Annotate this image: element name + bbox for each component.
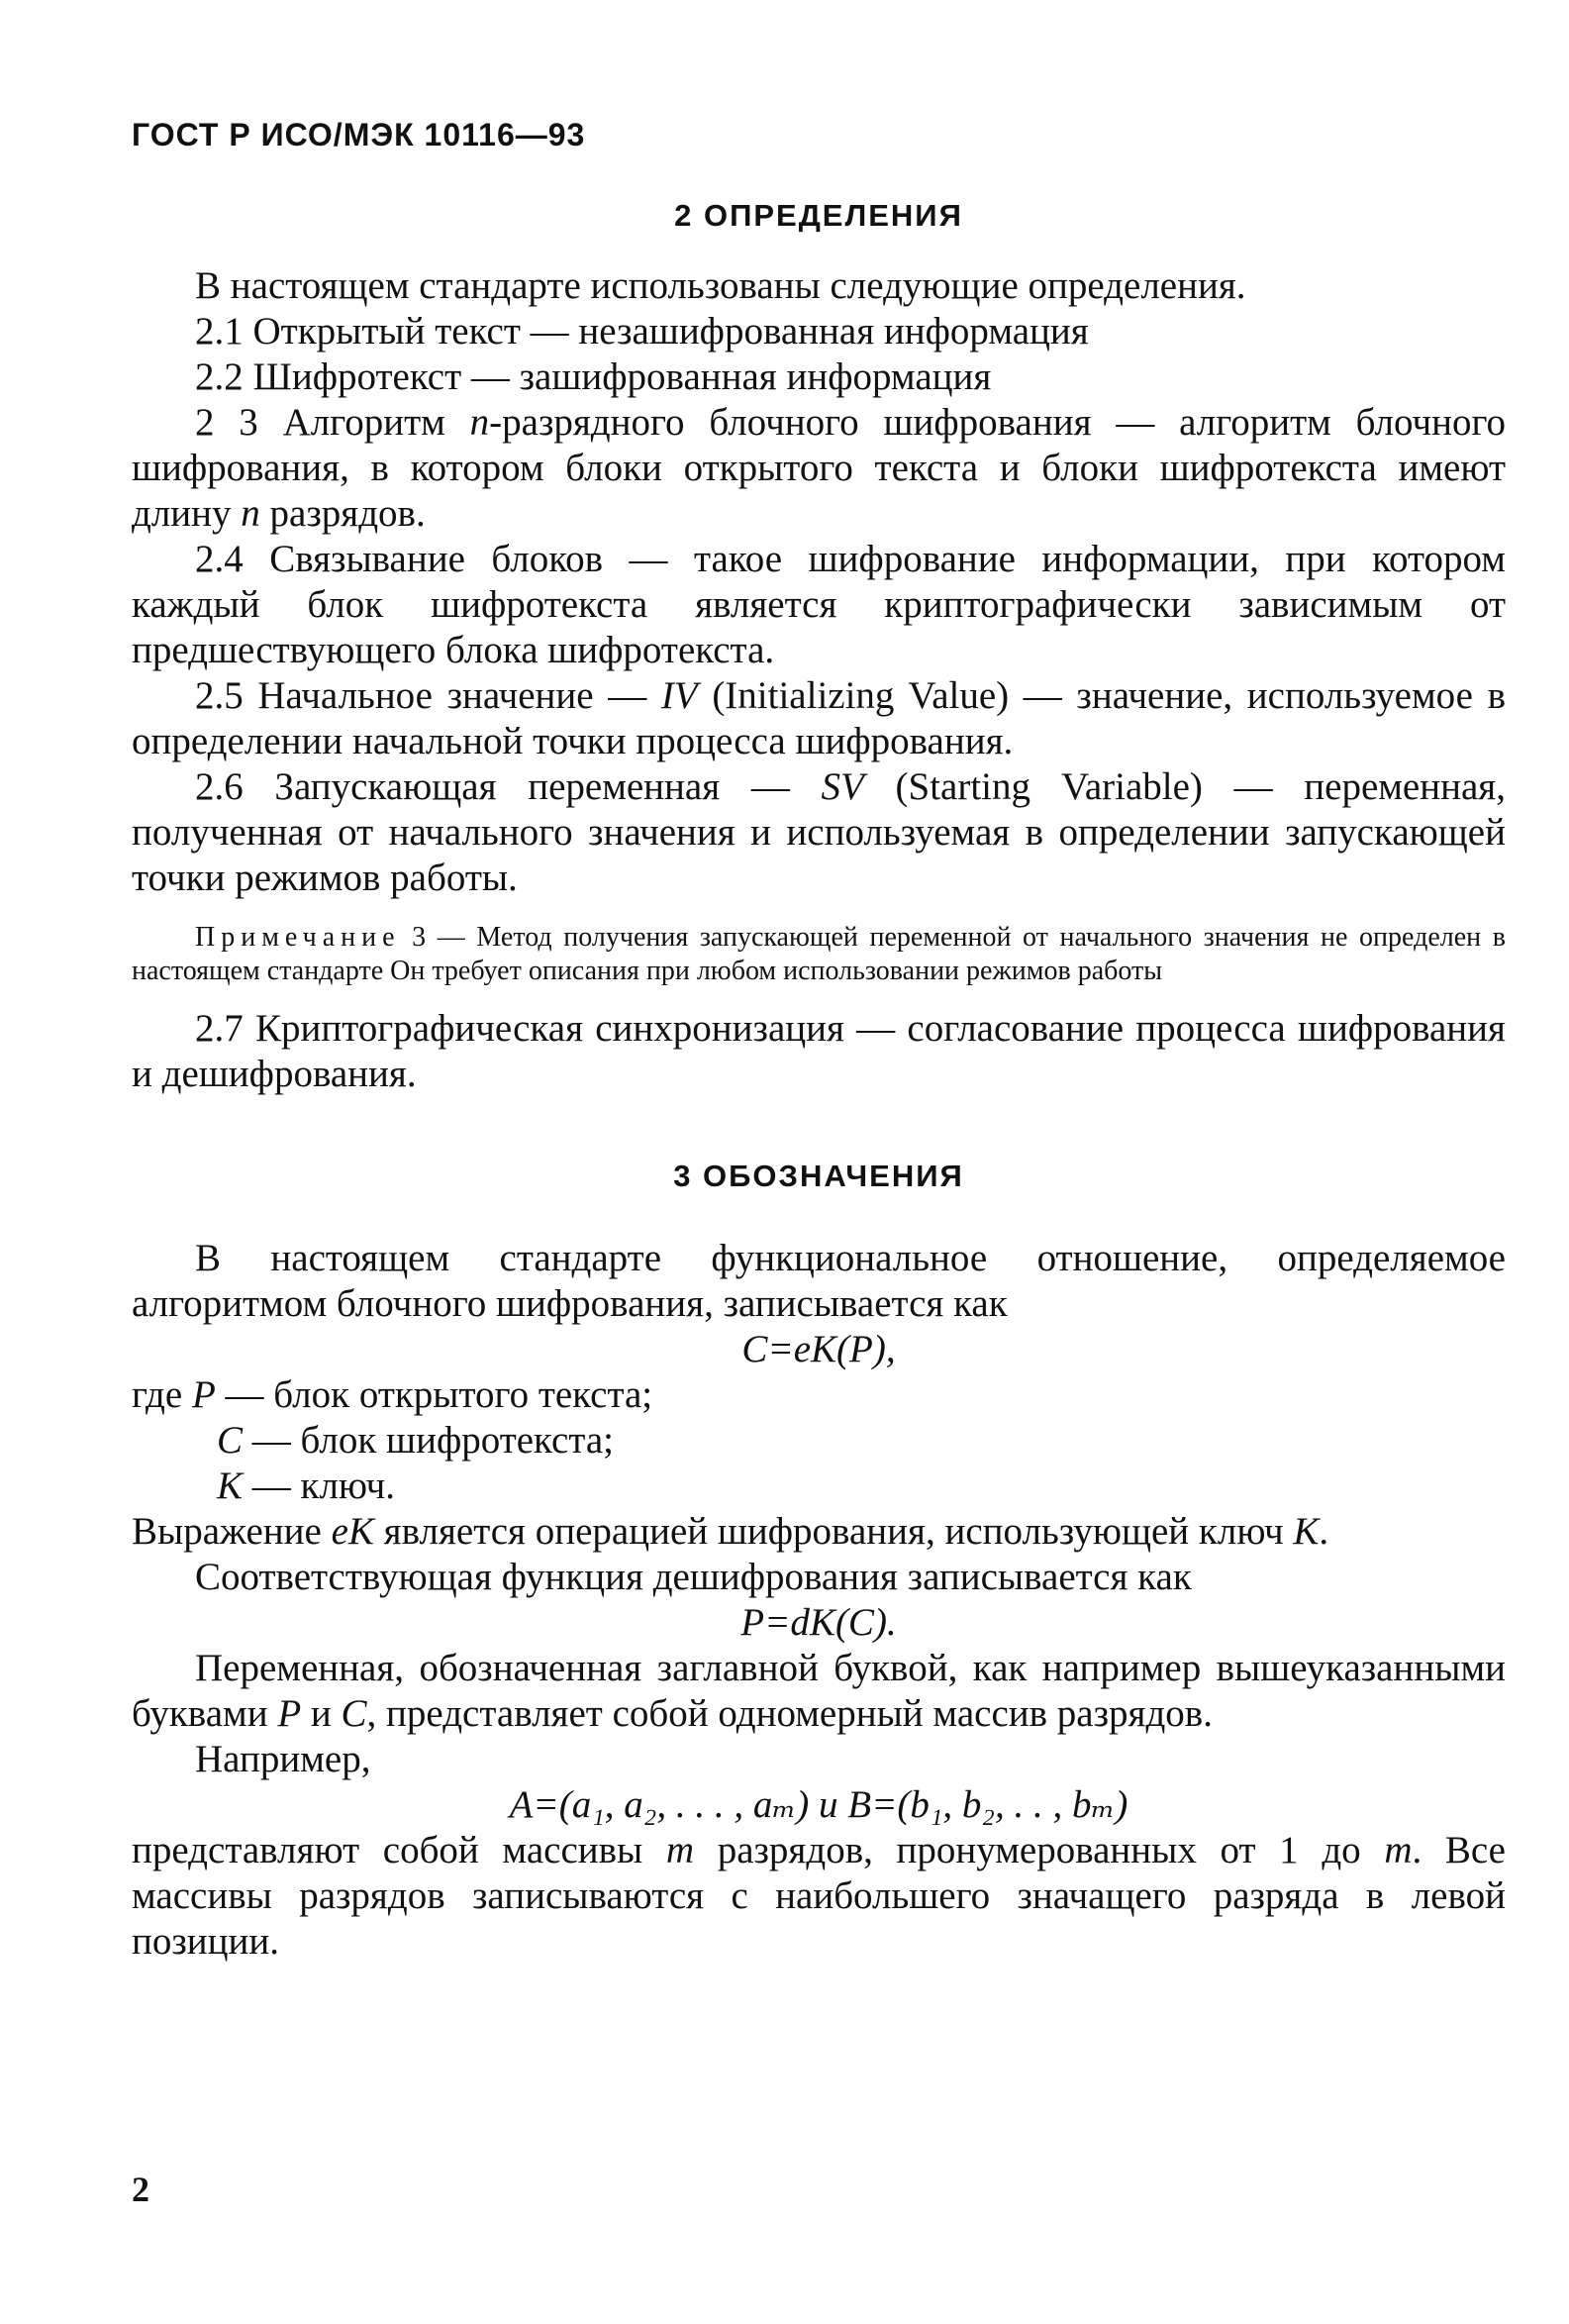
- definition-2-1: 2.1 Открытый текст — незашифрованная информация: [195, 310, 1089, 353]
- text-run: Выражение: [132, 1510, 332, 1553]
- formula-encryption: C=eK(P),: [741, 1328, 896, 1370]
- definition-2-5: [132, 673, 1506, 764]
- definition-2-3: [132, 400, 1506, 537]
- document-page: [132, 115, 1506, 1965]
- text-run: Переменная, обозначенная заглавной буквой, как например вышеуказанными буквами: [132, 1647, 1506, 1735]
- text-run: 2.5 Начальное значение —: [195, 674, 661, 717]
- text-run: (Starting Variable) — переменная, полученная от начального значения и используемая в определении запускающей точки режимов работы.: [132, 765, 1506, 899]
- ek-description: [132, 1509, 1506, 1555]
- variable-k: K: [217, 1465, 244, 1507]
- formula-arrays: A=(a₁, a₂, . . . , aₘ) и B=(b₁, b₂, . . , bₘ): [509, 1783, 1128, 1826]
- example-label: Например,: [195, 1738, 371, 1780]
- variable-m: m: [1384, 1829, 1413, 1871]
- text-run: — ключ.: [243, 1465, 395, 1507]
- section-title-definitions: 2 ОПРЕДЕЛЕНИЯ: [674, 198, 963, 233]
- text-run: разрядов, пронумерованных от 1 до: [694, 1829, 1385, 1871]
- variable-k: K: [1293, 1510, 1320, 1553]
- definitions-intro: В настоящем стандарте использованы следующие определения.: [195, 264, 1246, 307]
- note-text: 3 — Метод получения запускающей переменной от начального значения не определен в настоящем стандарте Он требует описания при любом использовании режимов работы: [132, 922, 1506, 986]
- variable-n: n: [241, 492, 260, 535]
- formula-decryption: P=dK(C).: [740, 1601, 897, 1644]
- variable-p: P: [277, 1692, 302, 1735]
- variable-description: [132, 1646, 1506, 1737]
- arrays-description: [132, 1828, 1506, 1965]
- text-run: 2 3 Алгоритм: [195, 401, 470, 444]
- text-run: . Все массивы разрядов записываются с наибольшего значащего разряда в левой позиции.: [132, 1829, 1506, 1963]
- variable-c: C: [341, 1692, 367, 1735]
- variable-n: n: [469, 401, 490, 444]
- text-run: — блок шифротекста;: [243, 1419, 615, 1462]
- text-run: где: [132, 1373, 192, 1416]
- text-run: -разрядного блочного шифрования — алгоритм блочного шифрования, в котором блоки открытого текста и блоки шифротекста имеют длину: [132, 401, 1506, 535]
- variable-ek: eK: [331, 1510, 374, 1553]
- decryption-description: Соответствующая функция дешифрования записывается как: [195, 1556, 1192, 1598]
- text-run: 2.6 Запускающая переменная —: [195, 765, 822, 808]
- variable-c: C: [217, 1419, 244, 1462]
- note-label: Примечание: [195, 922, 401, 953]
- abbr-sv: SV: [821, 765, 864, 808]
- text-run: , представляет собой одномерный массив разрядов.: [366, 1692, 1213, 1735]
- definition-2-2: 2.2 Шифротекст — зашифрованная информация: [195, 355, 992, 398]
- text-run: — блок открытого текста;: [215, 1373, 653, 1416]
- variable-p: P: [191, 1373, 216, 1416]
- where-p: [132, 1372, 1506, 1418]
- definition-2-4: 2.4 Связывание блоков — такое шифрование информации, при котором каждый блок шифротекста является криптографически зависимым от предшествующего блока шифротекста.: [132, 538, 1506, 671]
- text-run: и: [301, 1692, 342, 1735]
- text-run: (Initializing Value) — значение, используемое в определении начальной точки процесса шифрования.: [132, 674, 1506, 762]
- page-number: 2: [132, 2170, 149, 2209]
- note-3: [132, 921, 1506, 988]
- where-c: [132, 1418, 1506, 1464]
- definition-2-6: [132, 764, 1506, 901]
- text-run: представляют собой массивы: [132, 1829, 666, 1871]
- text-run: .: [1319, 1510, 1329, 1553]
- notation-intro: В настоящем стандарте функциональное отношение, определяемое алгоритмом блочного шифрования, записывается как: [132, 1237, 1506, 1325]
- section-title-notation: 3 ОБОЗНАЧЕНИЯ: [673, 1159, 964, 1193]
- abbr-iv: IV: [660, 674, 698, 717]
- text-run: является операцией шифрования, использующей ключ: [373, 1510, 1294, 1553]
- text-run: разрядов.: [259, 492, 426, 535]
- variable-m: m: [665, 1829, 695, 1871]
- document-header: ГОСТ Р ИСО/МЭК 10116—93: [132, 117, 586, 152]
- definition-2-7: 2.7 Криптографическая синхронизация — согласование процесса шифрования и дешифрования.: [132, 1007, 1506, 1095]
- where-k: [132, 1464, 1506, 1509]
